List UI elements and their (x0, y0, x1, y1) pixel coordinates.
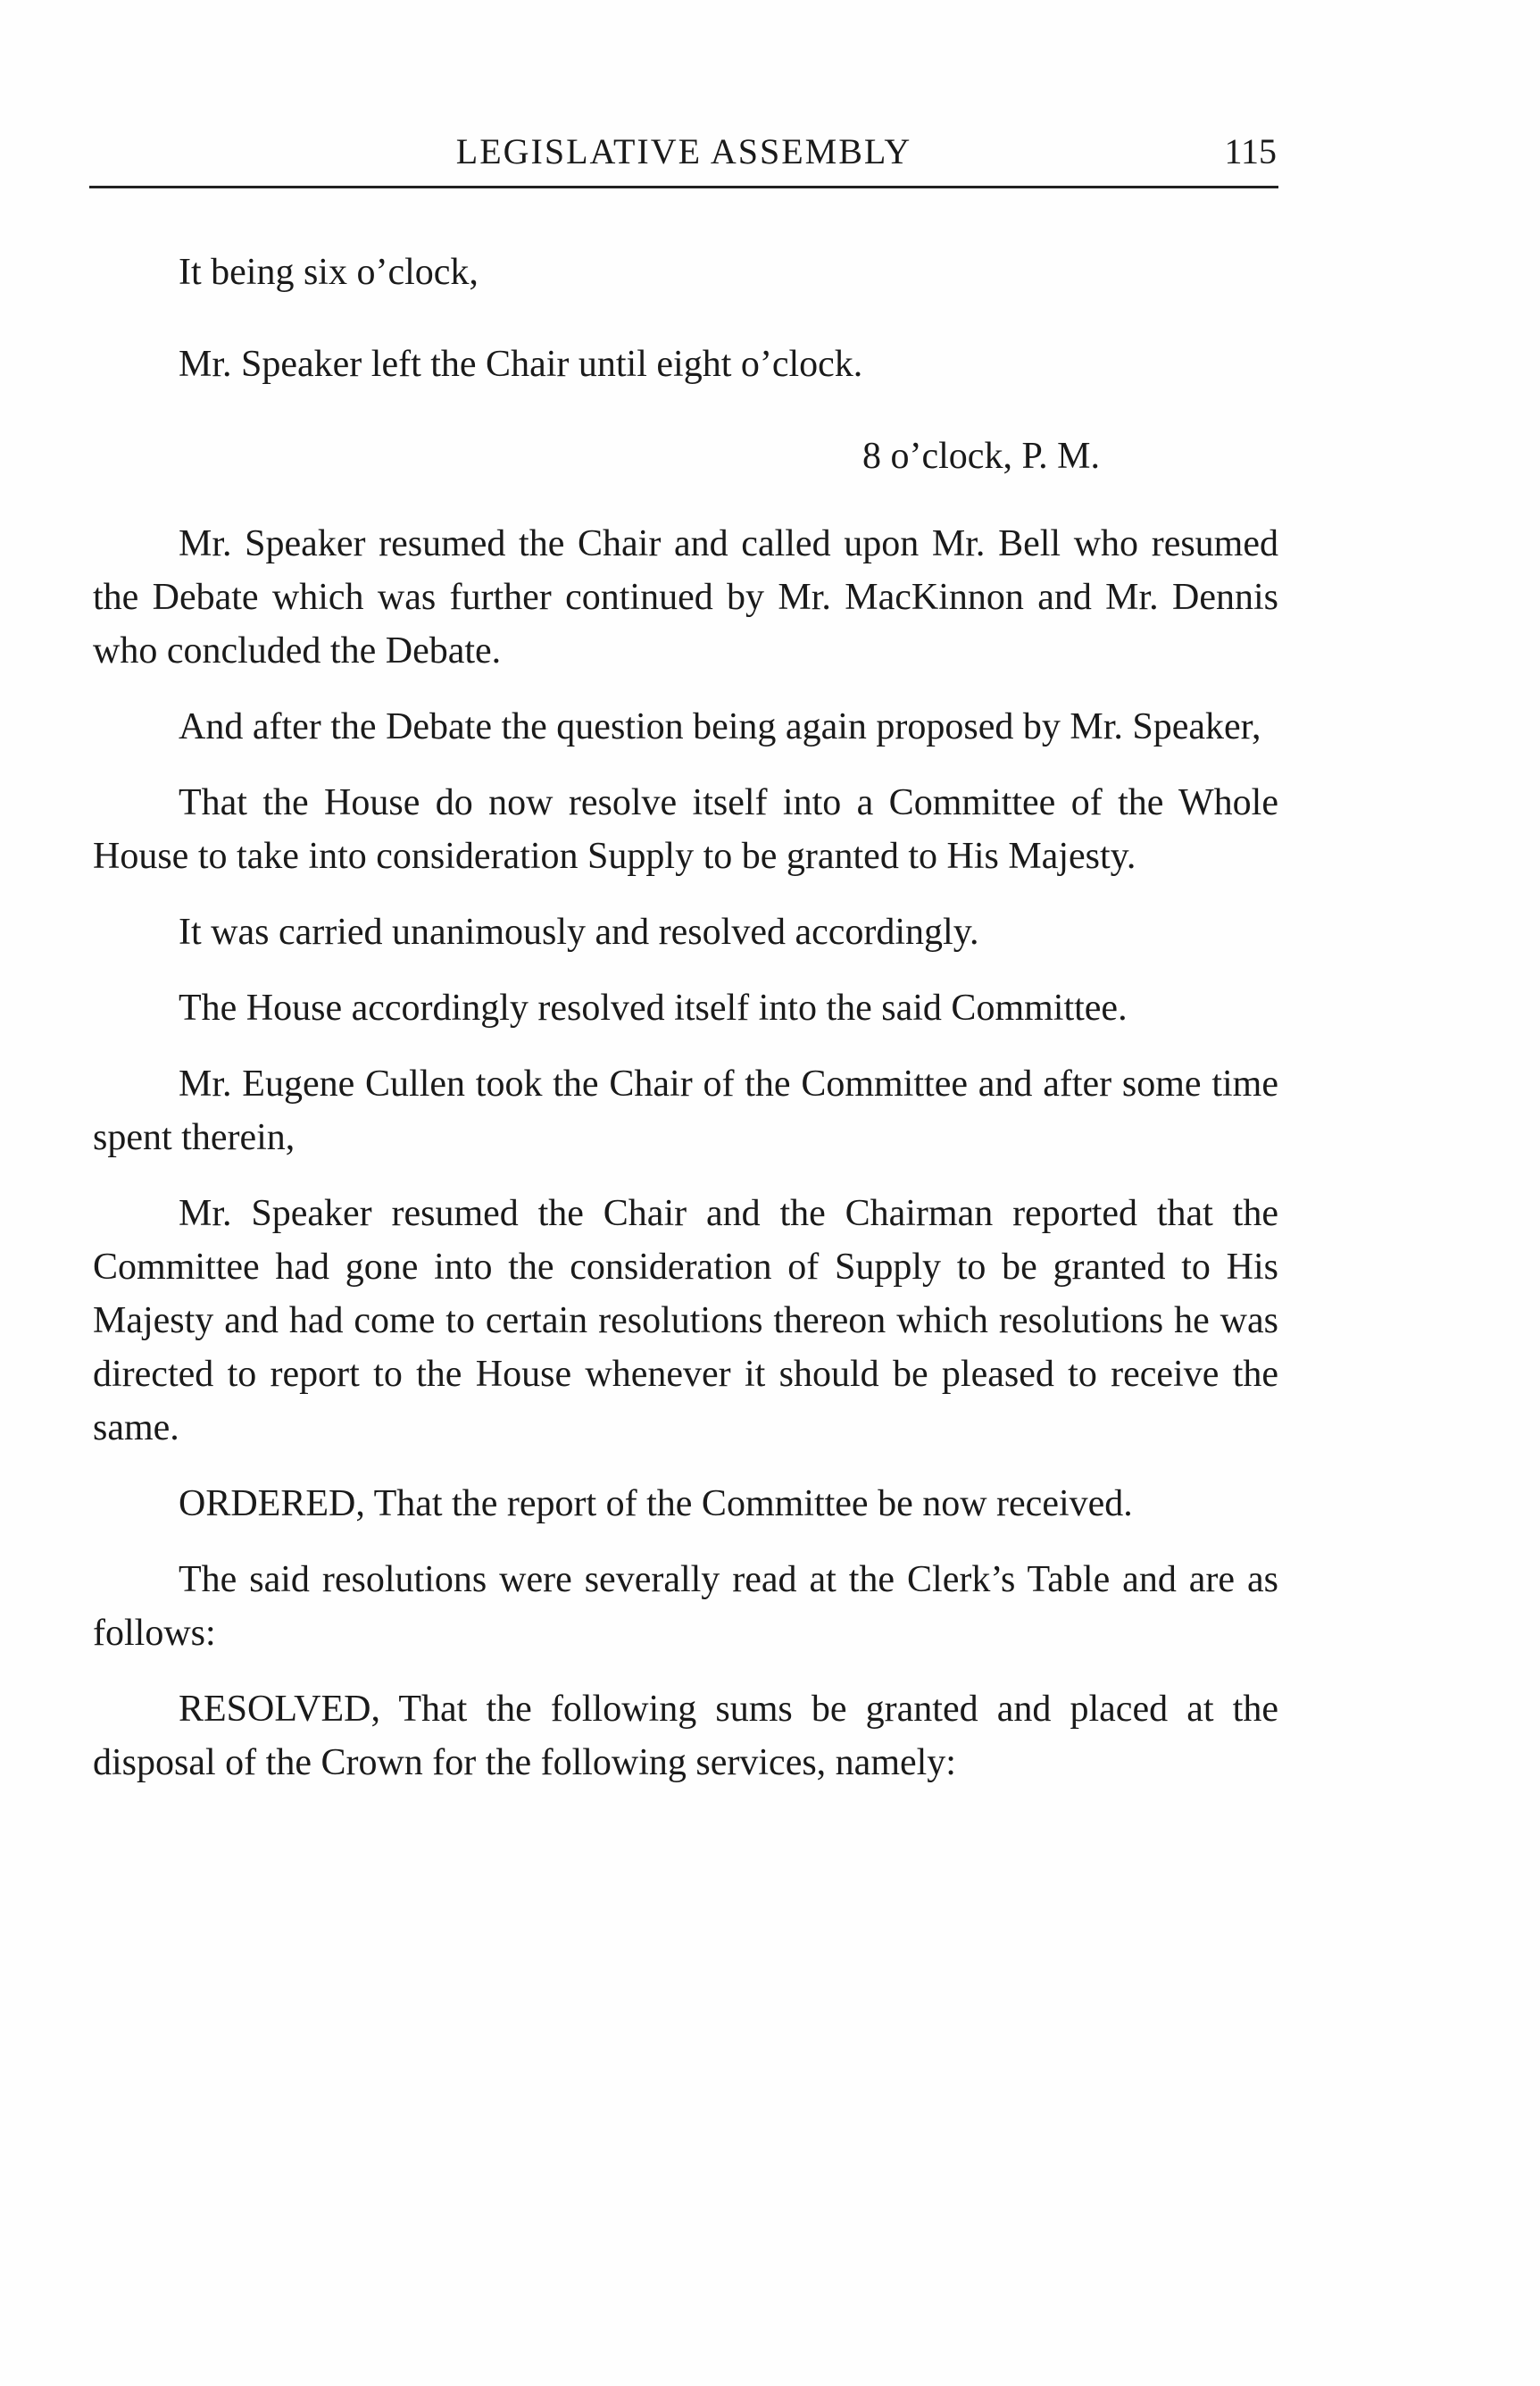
paragraph-six-oclock: It being six o’clock, (179, 252, 479, 293)
paragraph-committee-of-whole: That the House do now resolve itself into a Committee of the Whole House to take into consideration Supply to be granted to His Majesty. (93, 782, 1278, 877)
paragraph-carried: It was carried unanimously and resolved accordingly. (179, 912, 979, 953)
paragraph-speaker-left-chair: Mr. Speaker left the Chair until eight o’clock. (179, 344, 863, 385)
running-header (89, 123, 1278, 188)
paragraph-house-resolved: The House accordingly resolved itself into the said Committee. (179, 988, 1128, 1029)
paragraph-resolved: RESOLVED, That the following sums be granted and placed at the disposal of the Crown for the following services, namely: (93, 1689, 1278, 1783)
paragraph-resolutions-read: The said resolutions were severally read at the Clerk’s Table and are as follows: (93, 1559, 1278, 1654)
paragraph-question-proposed: And after the Debate the question being again proposed by Mr. Speaker, (179, 706, 1261, 747)
page-number: 115 (1224, 131, 1277, 171)
paragraph-debate-resumed: Mr. Speaker resumed the Chair and called upon Mr. Bell who resumed the Debate which was further continued by Mr. MacKinnon and Mr. Dennis who concluded the Debate. (93, 523, 1278, 672)
header-title: LEGISLATIVE ASSEMBLY (455, 131, 912, 171)
paragraph-cullen-chair: Mr. Eugene Cullen took the Chair of the Committee and after some time spent therein, (93, 1064, 1278, 1158)
paragraph-ordered: ORDERED, That the report of the Committee be now received. (179, 1483, 1133, 1524)
time-heading: 8 o’clock, P. M. (862, 436, 1100, 477)
body-text (93, 246, 1278, 1812)
paragraph-chairman-reported: Mr. Speaker resumed the Chair and the Chairman reported that the Committee had gone into the consideration of Supply to be granted to His Majesty and had come to certain resolutions thereon which resolutions he was directed to report to the House whenever it should be pleased to receive the same. (93, 1193, 1278, 1448)
